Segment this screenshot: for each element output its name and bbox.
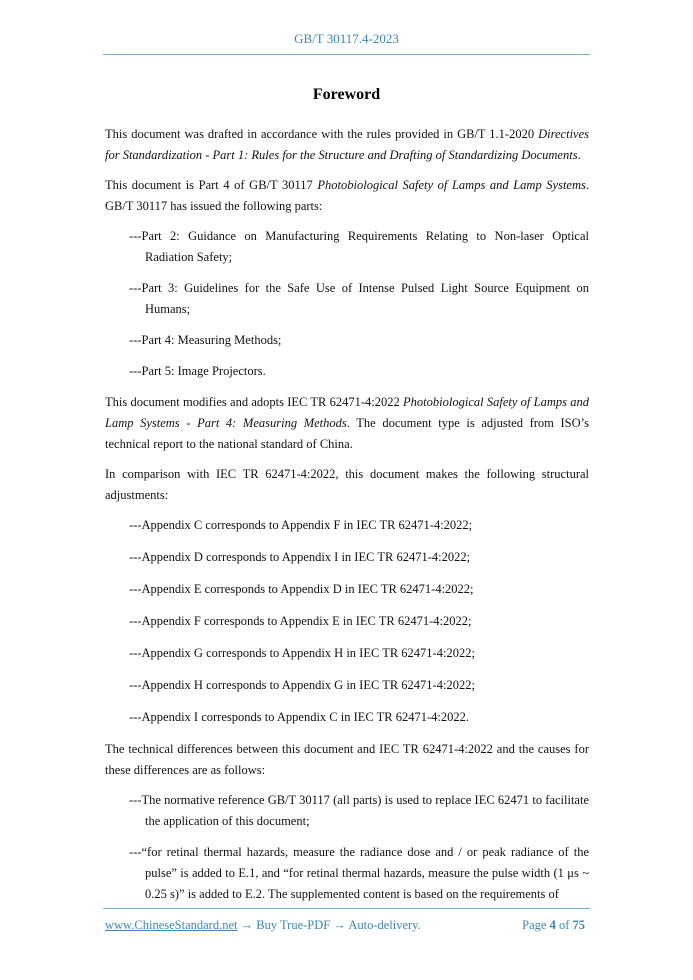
paragraph-structural-intro: In comparison with IEC TR 62471-4:2022, this document makes the following structural adjustments: <box>105 467 589 502</box>
list-item-structural: ---Appendix E corresponds to Appendix D in IEC TR 62471-4:2022; <box>129 582 474 596</box>
paragraph-technical-intro: The technical differences between this document and IEC TR 62471-4:2022 and the causes for these differences are as follows: <box>105 742 589 777</box>
list-item-part: ---Part 4: Measuring Methods; <box>129 333 282 347</box>
paragraph-text: This document is Part 4 of GB/T 30117 <box>105 178 318 192</box>
italic-title: Photobiological Safety of Lamps and Lamp Systems - Part 4: Measuring Methods <box>105 395 589 430</box>
paragraph-drafting-rules <box>105 124 589 166</box>
website-link[interactable]: www.ChineseStandard.net <box>105 918 238 932</box>
page-number: 4 <box>549 918 556 932</box>
list-item-structural: ---Appendix I corresponds to Appendix C in IEC TR 62471-4:2022. <box>129 710 470 724</box>
paragraph-adoption <box>105 392 589 455</box>
paragraph-text: This document was drafted in accordance with the rules provided in GB/T 1.1-2020 <box>105 127 539 141</box>
footer <box>105 918 589 933</box>
page-indicator <box>522 918 585 933</box>
paragraph-text: This document modifies and adopts IEC TR 62471-4:2022 <box>105 395 404 409</box>
arrow-icon: → <box>237 918 257 932</box>
list-item-technical: ---“for retinal thermal hazards, measure the radiance dose and / or peak radiance of the pulse” is added to E.1, and “for retinal thermal hazards, measure the pulse width (1 μs ~ 0.25 s)” is added to E.2. The supplemented content is based on the requirements of <box>129 845 589 901</box>
list-item-technical: ---The normative reference GB/T 30117 (all parts) is used to replace IEC 62471 to facilitate the application of this document; <box>129 793 589 828</box>
page-label: Page <box>522 918 547 932</box>
list-item-structural: ---Appendix C corresponds to Appendix F in IEC TR 62471-4:2022; <box>129 518 473 532</box>
paragraph-part-info <box>105 175 589 217</box>
page-title: Foreword <box>312 86 381 103</box>
of-label: of <box>558 918 570 932</box>
header-divider <box>103 54 590 55</box>
italic-title: Directives for Standardization - Part 1: Rules for the Structure and Drafting of Standardizing Documents <box>105 127 589 162</box>
arrow-icon: → <box>330 918 349 932</box>
list-item-structural: ---Appendix H corresponds to Appendix G in IEC TR 62471-4:2022; <box>129 678 475 692</box>
total-pages: 75 <box>572 918 585 932</box>
delivery-text: Auto-delivery. <box>348 918 421 932</box>
buy-text: Buy True-PDF <box>256 918 331 932</box>
document-body <box>105 124 589 915</box>
list-item-part: ---Part 5: Image Projectors. <box>129 364 266 378</box>
document-code-header: GB/T 30117.4-2023 <box>294 31 399 46</box>
paragraph-text: . The document type is adjusted from ISO’s technical report to the national standard of China. <box>105 416 589 451</box>
paragraph-text: . GB/T 30117 has issued the following parts: <box>105 178 589 213</box>
footer-divider <box>103 908 590 909</box>
list-item-structural: ---Appendix D corresponds to Appendix I in IEC TR 62471-4:2022; <box>129 550 471 564</box>
list-item-structural: ---Appendix F corresponds to Appendix E in IEC TR 62471-4:2022; <box>129 614 472 628</box>
list-item-part: ---Part 3: Guidelines for the Safe Use of Intense Pulsed Light Source Equipment on Humans; <box>129 281 589 316</box>
list-item-structural: ---Appendix G corresponds to Appendix H in IEC TR 62471-4:2022; <box>129 646 475 660</box>
paragraph-text: . <box>577 148 581 162</box>
list-item-part: ---Part 2: Guidance on Manufacturing Requirements Relating to Non-laser Optical Radiation Safety; <box>129 229 589 264</box>
italic-title: Photobiological Safety of Lamps and Lamp Systems <box>317 178 586 192</box>
